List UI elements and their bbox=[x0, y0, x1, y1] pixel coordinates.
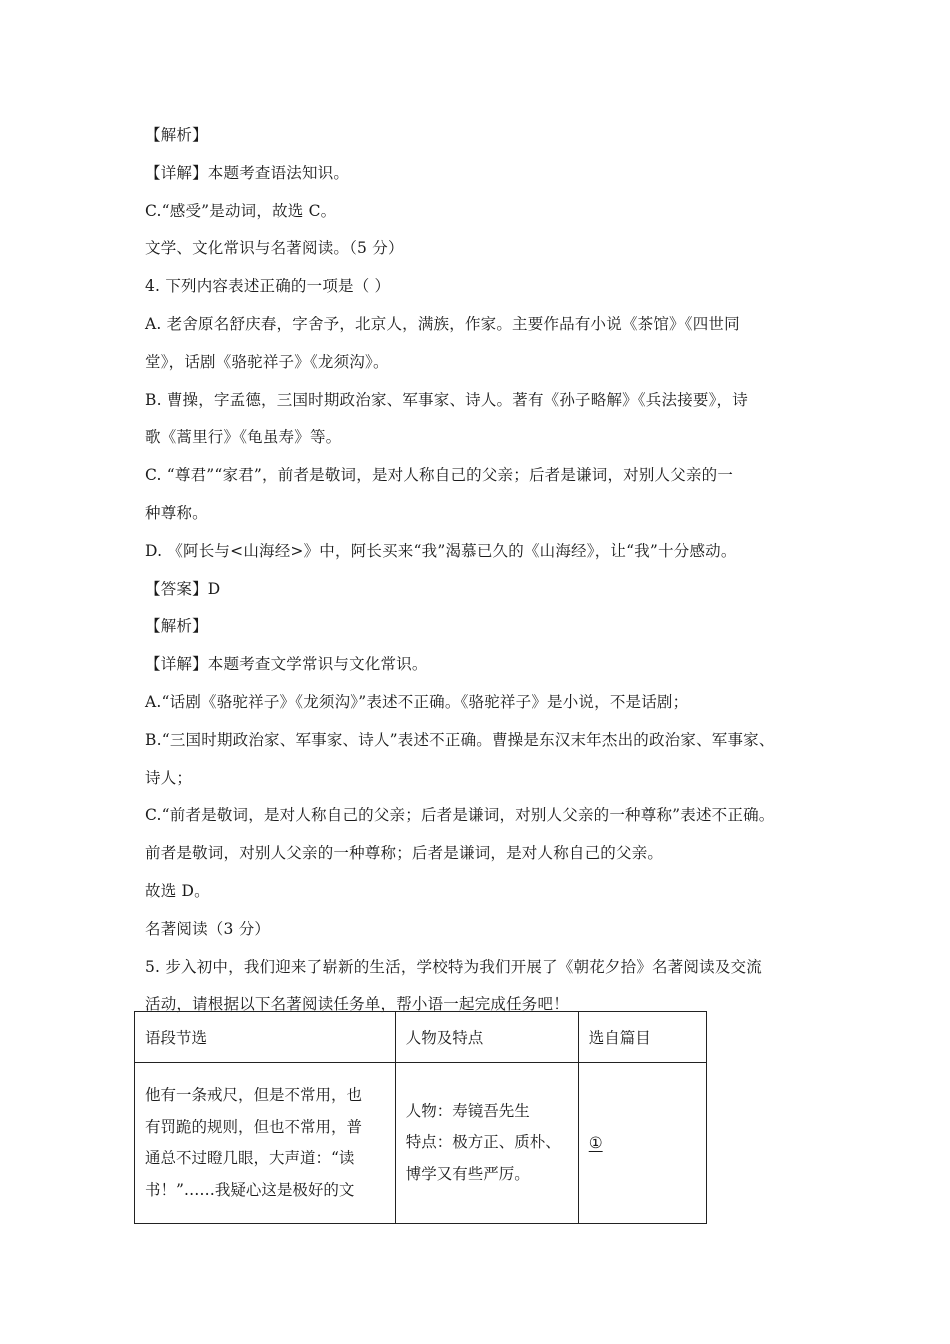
option-a-cont: 堂》，话剧《骆驼祥子》《龙须沟》。 bbox=[145, 352, 389, 371]
header-character: 人物及特点 bbox=[395, 1012, 578, 1063]
option-d: D. 《阿长与<山海经>》中，阿长买来“我”渴慕已久的《山海经》，让“我”十分感动。 bbox=[145, 541, 737, 560]
excerpt-line: 他有一条戒尺，但是不常用，也 bbox=[145, 1086, 363, 1104]
explanation-c-cont: 前者是敬词，对别人父亲的一种尊称；后者是谦词，是对人称自己的父亲。 bbox=[145, 844, 664, 863]
table-row bbox=[135, 1063, 707, 1224]
question-5-stem: 5. 步入初中，我们迎来了崭新的生活，学校特为我们开展了《朝花夕拾》名著阅读及交流 bbox=[145, 957, 762, 976]
question-4-stem: 4. 下列内容表述正确的一项是（ ） bbox=[145, 277, 391, 296]
excerpt-line: 书！”……我疑心这是极好的文 bbox=[145, 1180, 355, 1199]
reading-task-table bbox=[134, 1011, 707, 1224]
option-c-cont: 种尊称。 bbox=[145, 503, 208, 522]
text-line: C.“感受”是动词，故选 C。 bbox=[145, 201, 337, 220]
document-body bbox=[145, 117, 810, 1024]
option-b-cont: 歌《蒿里行》《龟虽寿》等。 bbox=[145, 428, 342, 447]
source-cell[interactable] bbox=[578, 1063, 706, 1224]
text-line: 【详解】本题考查语法知识。 bbox=[145, 163, 350, 182]
answer-line: 【答案】D bbox=[145, 579, 221, 598]
explanation-b-cont: 诗人； bbox=[145, 768, 193, 787]
excerpt-line: 有罚跪的规则，但也不常用，普 bbox=[145, 1117, 363, 1136]
character-cell bbox=[395, 1063, 578, 1224]
explanation-a: A.“话剧《骆驼祥子》《龙须沟》”表述不正确。《骆驼祥子》是小说，不是话剧； bbox=[145, 692, 689, 711]
header-excerpt: 语段节选 bbox=[135, 1012, 396, 1063]
character-line: 人物：寿镜吾先生 bbox=[405, 1101, 530, 1120]
detail-line: 【详解】本题考查文学常识与文化常识。 bbox=[145, 655, 428, 674]
question-5-stem-cont: 活动，请根据以下名著阅读任务单，帮小语一起完成任务吧！ bbox=[145, 995, 569, 1014]
section-heading: 名著阅读（3 分） bbox=[145, 919, 271, 938]
character-line: 博学又有些严厉。 bbox=[405, 1164, 530, 1183]
section-heading: 文学、文化常识与名著阅读。（5 分） bbox=[145, 239, 404, 258]
conclusion-line: 故选 D。 bbox=[145, 881, 210, 900]
excerpt-line: 通总不过瞪几眼，大声道：“读 bbox=[145, 1149, 355, 1167]
option-a: A. 老舍原名舒庆春，字舍予，北京人，满族，作家。主要作品有小说《茶馆》《四世同 bbox=[145, 314, 740, 333]
header-source: 选自篇目 bbox=[578, 1012, 706, 1063]
explanation-b: B.“三国时期政治家、军事家、诗人”表述不正确。曹操是东汉末年杰出的政治家、军事家、 bbox=[145, 730, 775, 749]
excerpt-cell bbox=[135, 1063, 396, 1224]
option-c: C. “尊君”“家君”，前者是敬词，是对人称自己的父亲；后者是谦词，对别人父亲的一 bbox=[145, 466, 734, 485]
answer-blank-1[interactable]: ① bbox=[588, 1134, 603, 1152]
explanation-c: C.“前者是敬词，是对人称自己的父亲；后者是谦词，对别人父亲的一种尊称”表述不正确。 bbox=[145, 806, 775, 825]
text-line: 【解析】 bbox=[145, 126, 208, 144]
table-header-row bbox=[135, 1012, 707, 1063]
option-b: B. 曹操，字孟德，三国时期政治家、军事家、诗人。著有《孙子略解》《兵法接要》，诗 bbox=[145, 390, 748, 409]
analysis-label: 【解析】 bbox=[145, 617, 208, 636]
character-line: 特点：极方正、质朴、 bbox=[405, 1133, 561, 1152]
